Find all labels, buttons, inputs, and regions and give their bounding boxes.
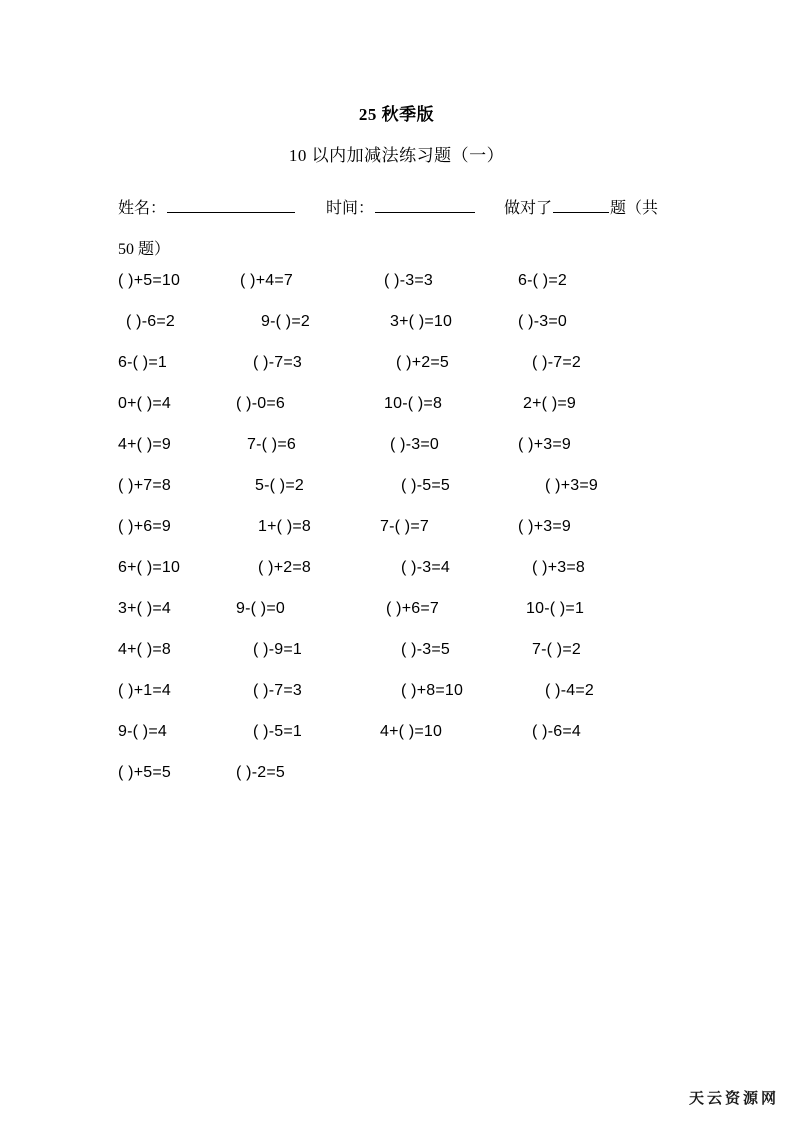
- name-input-rule[interactable]: [167, 198, 295, 213]
- meta-line-secondary: [118, 229, 678, 270]
- problem-item[interactable]: 7-( )=6: [247, 436, 296, 453]
- problem-row: [118, 395, 688, 436]
- name-label: 姓名：: [118, 200, 167, 217]
- problem-item[interactable]: ( )-6=2: [126, 313, 175, 330]
- problem-item[interactable]: ( )+3=9: [518, 436, 571, 453]
- problem-row: [118, 559, 688, 600]
- problem-item[interactable]: ( )-6=4: [532, 723, 581, 740]
- problem-item[interactable]: ( )+1=4: [118, 682, 171, 699]
- problem-item[interactable]: ( )+3=9: [518, 518, 571, 535]
- problem-item[interactable]: 10-( )=8: [384, 395, 443, 412]
- problem-item[interactable]: 2+( )=9: [523, 395, 576, 412]
- problem-item[interactable]: ( )+3=8: [532, 559, 585, 576]
- problem-item[interactable]: ( )+3=9: [545, 477, 598, 494]
- problem-item[interactable]: ( )-7=3: [253, 682, 302, 699]
- problem-item[interactable]: ( )-2=5: [236, 764, 285, 781]
- problem-item[interactable]: ( )-4=2: [545, 682, 594, 699]
- time-label: 时间：: [326, 200, 375, 217]
- worksheet-meta: [118, 188, 678, 270]
- problem-item[interactable]: 4+( )=8: [118, 641, 171, 658]
- page-subtitle: 10 以内加减法练习题（一）: [288, 146, 505, 165]
- problem-item[interactable]: 3+( )=10: [390, 313, 453, 330]
- problem-row: [118, 641, 688, 682]
- problem-item[interactable]: 7-( )=7: [380, 518, 429, 535]
- page-title: 25 秋季版: [358, 105, 435, 124]
- problem-item[interactable]: ( )-3=4: [401, 559, 450, 576]
- problem-item[interactable]: ( )-3=0: [390, 436, 439, 453]
- problem-item[interactable]: ( )+2=5: [396, 354, 449, 371]
- problem-row: [118, 764, 688, 805]
- problem-item[interactable]: ( )-3=0: [518, 313, 567, 330]
- problem-item[interactable]: 0+( )=4: [118, 395, 171, 412]
- problem-item[interactable]: ( )-5=1: [253, 723, 302, 740]
- problem-row: [118, 723, 688, 764]
- problem-item[interactable]: ( )+8=10: [401, 682, 464, 699]
- problem-item[interactable]: 4+( )=9: [118, 436, 171, 453]
- problem-item[interactable]: ( )-5=5: [401, 477, 450, 494]
- problem-item[interactable]: 4+( )=10: [380, 723, 443, 740]
- problem-item[interactable]: ( )+7=8: [118, 477, 171, 494]
- problem-row: [118, 518, 688, 559]
- time-input-rule[interactable]: [375, 198, 475, 213]
- problem-item[interactable]: 9-( )=4: [118, 723, 167, 740]
- score-label-middle: 题（共: [610, 200, 659, 217]
- problem-row: [118, 354, 688, 395]
- score-input-rule[interactable]: [553, 198, 609, 213]
- problem-item[interactable]: ( )+6=9: [118, 518, 171, 535]
- problem-item[interactable]: 6-( )=2: [518, 272, 567, 289]
- problem-item[interactable]: 5-( )=2: [255, 477, 304, 494]
- watermark: 天云资源网: [688, 1090, 779, 1107]
- problem-row: [118, 682, 688, 723]
- problem-grid: [118, 272, 688, 805]
- problem-item[interactable]: ( )-3=5: [401, 641, 450, 658]
- problem-item[interactable]: 9-( )=0: [236, 600, 285, 617]
- problem-item[interactable]: ( )-9=1: [253, 641, 302, 658]
- problem-row: [118, 477, 688, 518]
- problem-item[interactable]: ( )+5=5: [118, 764, 171, 781]
- problem-row: [118, 272, 688, 313]
- problem-item[interactable]: 3+( )=4: [118, 600, 171, 617]
- problem-row: [118, 436, 688, 477]
- problem-item[interactable]: 1+( )=8: [258, 518, 311, 535]
- problem-row: [118, 313, 688, 354]
- problem-item[interactable]: ( )-7=3: [253, 354, 302, 371]
- problem-item[interactable]: ( )-3=3: [384, 272, 433, 289]
- problem-item[interactable]: ( )+6=7: [386, 600, 439, 617]
- total-count-label: 50 题）: [118, 241, 171, 258]
- problem-item[interactable]: ( )+5=10: [118, 272, 181, 289]
- problem-row: [118, 600, 688, 641]
- problem-item[interactable]: ( )+4=7: [240, 272, 293, 289]
- problem-item[interactable]: ( )-0=6: [236, 395, 285, 412]
- problem-item[interactable]: 7-( )=2: [532, 641, 581, 658]
- problem-item[interactable]: 6-( )=1: [118, 354, 167, 371]
- problem-item[interactable]: 9-( )=2: [261, 313, 310, 330]
- meta-line-primary: [118, 188, 678, 229]
- problem-item[interactable]: ( )-7=2: [532, 354, 581, 371]
- problem-item[interactable]: 10-( )=1: [526, 600, 585, 617]
- problem-item[interactable]: 6+( )=10: [118, 559, 181, 576]
- score-label-prefix: 做对了: [504, 200, 553, 217]
- problem-item[interactable]: ( )+2=8: [258, 559, 311, 576]
